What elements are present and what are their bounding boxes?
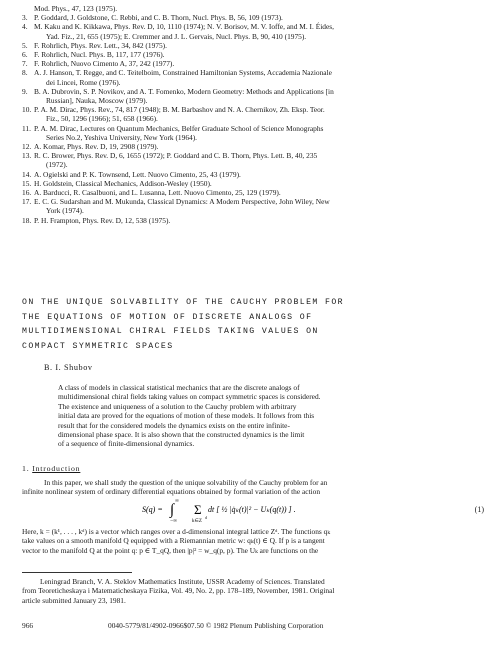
page-number: 966 xyxy=(22,621,34,630)
reference-item xyxy=(22,179,490,188)
intro-paragraph xyxy=(22,478,488,497)
section-heading xyxy=(22,464,80,473)
abstract xyxy=(58,383,458,449)
reference-text xyxy=(34,105,490,123)
abstract-line: of a sequence of finite-dimensional dynamics. xyxy=(58,439,195,449)
int-lower-limit: −∞ xyxy=(170,518,178,524)
reference-line: Series No.2, Yeshiva University, New York (1964). xyxy=(46,132,198,142)
reference-number: 18. xyxy=(22,215,32,225)
sum-lower-limit: k∈Z xyxy=(192,519,202,524)
reference-item xyxy=(22,22,490,40)
reference-line: H. Goldstein, Classical Mechanics, Addison-Wesley (1950). xyxy=(34,178,212,188)
footnote-line: article submitted January 23, 1981. xyxy=(22,595,126,605)
reference-text xyxy=(34,151,490,169)
reference-number: 9. xyxy=(22,86,28,96)
reference-line: A. Barducci, R. Casalbuoni, and L. Lusanna, Lett. Nuovo Cimento, 25, 129 (1979). xyxy=(34,188,281,198)
footnote-line: from Teoreticheskaya i Matematicheskaya Fizika, Vol. 49, No. 2, pp. 178–189, November, 1981. Original xyxy=(22,586,335,596)
reference-item xyxy=(22,59,490,68)
reference-line: York (1974). xyxy=(46,206,84,216)
reference-number: 15. xyxy=(22,178,32,188)
reference-item xyxy=(22,4,490,13)
reference-line: M. Kaku and K. Kikkawa, Phys. Rev. D, 10, 1110 (1974); N. V. Borisov, M. V. Ioffe, and M. I. Éides, xyxy=(34,22,334,32)
reference-item xyxy=(22,68,490,86)
reference-line: B. A. Dubrovin, S. P. Novikov, and A. T. Fomenko, Modern Geometry: Methods and Applications [in xyxy=(34,86,334,96)
reference-item xyxy=(22,151,490,169)
reference-number: 11. xyxy=(22,123,31,133)
footnote-rule xyxy=(22,572,132,573)
reference-number: 16. xyxy=(22,188,32,198)
reference-number: 13. xyxy=(22,151,32,161)
eq-lhs: S(q) = xyxy=(142,505,163,514)
equation-number: (1) xyxy=(474,505,484,514)
article-title xyxy=(22,296,482,354)
equation-graphic xyxy=(142,497,472,523)
reference-line: Yad. Fiz., 21, 655 (1975); E. Cremmer and J. L. Gervais, Nucl. Phys. B, 90, 410 (1975). xyxy=(46,31,307,41)
reference-line: E. C. G. Sudarshan and M. Mukunda, Classical Dynamics: A Modern Perspective, John Wiley, New xyxy=(34,197,330,207)
reference-text xyxy=(34,142,490,151)
reference-text xyxy=(34,50,490,59)
reference-number: 7. xyxy=(22,59,28,69)
title-line: MULTIDIMENSIONAL CHIRAL FIELDS TAKING VALUES ON xyxy=(22,327,319,336)
int-upper-limit: ∞ xyxy=(175,498,179,504)
reference-item xyxy=(22,105,490,123)
reference-list xyxy=(22,4,490,225)
reference-item xyxy=(22,87,490,105)
abstract-line: result that for the considered models the dynamics exists on the entire infinite- xyxy=(58,420,290,430)
reference-text xyxy=(34,216,490,225)
reference-line: F. Rohrlich, Nuovo Cimento A, 37, 242 (1977). xyxy=(34,59,175,69)
title-line: COMPACT SYMMETRIC SPACES xyxy=(22,341,174,351)
intro-line: In this paper, we shall study the question of the unique solvability of the Cauchy problem for an xyxy=(44,478,328,487)
intro-line: infinite nonlinear system of ordinary differential equations obtained by formal variation of the action xyxy=(22,487,321,497)
reference-number: 10. xyxy=(22,105,32,115)
reference-item xyxy=(22,124,490,142)
sum-lower-sup: d xyxy=(205,516,207,520)
reference-number: 4. xyxy=(22,22,28,32)
reference-number: 14. xyxy=(22,169,32,179)
abstract-line: multidimensional chiral fields taking values on compact symmetric spaces is considered. xyxy=(58,392,321,402)
reference-number: 17. xyxy=(22,197,32,207)
reference-number: 8. xyxy=(22,68,28,78)
abstract-line: The existence and uniqueness of a solution to the Cauchy problem with arbitrary xyxy=(58,401,297,411)
reference-text xyxy=(34,68,490,86)
abstract-line: dimensional phase space. It is also shown that the constructed dynamics is the limit xyxy=(58,430,305,440)
reference-text xyxy=(34,188,490,197)
reference-item xyxy=(22,188,490,197)
reference-line: Mod. Phys., 47, 123 (1975). xyxy=(34,4,118,13)
reference-text xyxy=(34,179,490,188)
reference-text xyxy=(34,124,490,142)
reference-number: 5. xyxy=(22,40,28,50)
reference-line: A. J. Hanson, T. Regge, and C. Teitelboim, Constrained Hamiltonian Systems, Accademia Nazionale xyxy=(34,68,332,78)
reference-text xyxy=(34,170,490,179)
reference-text xyxy=(34,41,490,50)
reference-text xyxy=(34,59,490,68)
reference-line: A. Komar, Phys. Rev. D, 19, 2908 (1979). xyxy=(34,142,159,152)
body-line: take values on a smooth manifold Q equipped with a Riemannian metric w: qₖ(t) ∈ Q. If p is a tangent xyxy=(22,536,325,546)
body-line: vector to the manifold Q at the point q: p ∈ T_qQ, then |p|² = w_q(p, p). The Uₖ are functions on the xyxy=(22,545,319,555)
reference-number: 3. xyxy=(22,13,28,23)
reference-item xyxy=(22,50,490,59)
reference-line: (1972). xyxy=(46,160,68,170)
footnote xyxy=(22,577,484,605)
abstract-line: A class of models in classical statistical mechanics that are the discrete analogs of xyxy=(58,383,300,392)
reference-item xyxy=(22,41,490,50)
reference-item xyxy=(22,142,490,151)
reference-line: A. Ogielski and P. K. Townsend, Lett. Nuovo Cimento, 25, 43 (1979). xyxy=(34,169,241,179)
author-name: B. I. Shubov xyxy=(44,363,93,372)
reference-item xyxy=(22,170,490,179)
sum-sign: Σ xyxy=(194,502,202,517)
reference-text xyxy=(34,4,490,13)
title-line: THE EQUATIONS OF MOTION OF DISCRETE ANALOGS OF xyxy=(22,312,313,322)
reference-text xyxy=(34,22,490,40)
equation-1 xyxy=(22,497,488,523)
reference-number xyxy=(22,4,34,13)
reference-line: F. Rohrlich, Phys. Rev. Lett., 34, 842 (1975). xyxy=(34,40,167,50)
title-line: ON THE UNIQUE SOLVABILITY OF THE CAUCHY PROBLEM FOR xyxy=(22,298,344,307)
body-paragraph xyxy=(22,527,488,555)
section-number: 1. xyxy=(22,464,30,473)
reference-number: 6. xyxy=(22,50,28,60)
reference-line: R. C. Brower, Phys. Rev. D, 6, 1655 (1972); P. Goddard and C. B. Thorn, Phys. Lett. B, 40, 235 xyxy=(34,151,318,161)
abstract-line: initial data are proved for the equations of motion of these models. It follows from this xyxy=(58,411,315,421)
footnote-line: Leningrad Branch, V. A. Steklov Mathematics Institute, USSR Academy of Sciences. Translated xyxy=(40,577,325,586)
reference-item xyxy=(22,197,490,215)
eq-body: dt [ ½ |q̇ₖ(t)|² − Uₖ(q(t)) ] . xyxy=(208,505,296,514)
reference-line: dei Lincei, Rome (1976). xyxy=(46,77,121,87)
reference-text xyxy=(34,87,490,105)
publisher-code: 0040-5779/81/4902-0966$07.50 © 1982 Plenum Publishing Corporation xyxy=(108,621,324,630)
reference-text xyxy=(34,197,490,215)
reference-line: P. H. Frampton, Phys. Rev. D, 12, 538 (1975). xyxy=(34,215,171,225)
reference-item xyxy=(22,216,490,225)
reference-line: P. Goddard, J. Goldstone, C. Rebbi, and C. B. Thorn, Nucl. Phys. B, 56, 109 (1973). xyxy=(34,13,283,23)
reference-line: Fiz., 50, 1296 (1966); 51, 658 (1966). xyxy=(46,114,158,124)
section-title: Introduction xyxy=(32,464,81,473)
reference-line: Russian], Nauka, Moscow (1979). xyxy=(46,96,148,106)
reference-line: P. A. M. Dirac, Lectures on Quantum Mechanics, Belfer Graduate School of Science Monographs xyxy=(34,123,324,133)
reference-number: 12. xyxy=(22,142,32,152)
body-line: Here, k = (k¹, . . . , kᵈ) is a vector which ranges over a d-dimensional integral lattice Zᵈ. The functions qₖ xyxy=(22,527,331,536)
integral-sign: ∫ xyxy=(170,502,175,518)
reference-line: F. Rohrlich, Nucl. Phys. B, 117, 177 (1976). xyxy=(34,50,165,60)
reference-line: P. A. M. Dirac, Phys. Rev., 74, 817 (1948); B. M. Barbashov and N. A. Chernikov, Zh. Eksp. Teor. xyxy=(34,105,325,115)
